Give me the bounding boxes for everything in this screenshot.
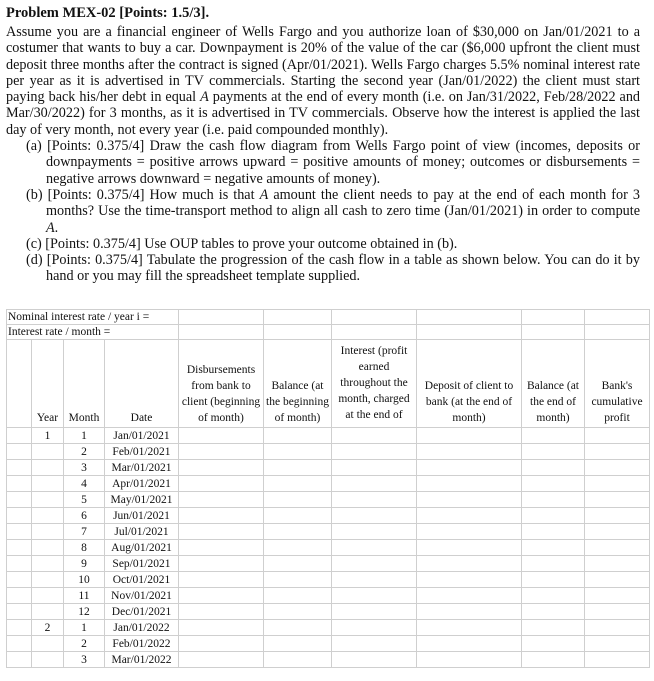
balance-end-cell[interactable] [522,476,585,492]
table-row [7,444,650,460]
year-cell [32,540,64,556]
balance-begin-cell[interactable] [264,572,332,588]
balance-begin-cell[interactable] [264,636,332,652]
disbursement-cell[interactable] [179,460,264,476]
month-cell: 7 [64,524,105,540]
deposit-cell[interactable] [417,540,522,556]
interest-cell[interactable] [332,652,417,668]
year-cell [32,492,64,508]
interest-cell[interactable] [332,556,417,572]
subquestion-b-text: (b) [Points: 0.375/4] How much is that [26,186,260,203]
deposit-cell[interactable] [417,476,522,492]
monthly-rate-cell[interactable] [179,325,264,340]
deposit-cell[interactable] [417,588,522,604]
table-row [7,492,650,508]
disbursement-cell[interactable] [179,428,264,444]
header-disbursements: Disbursements from bank to client (beginning of month) [179,340,264,428]
cumulative-profit-cell[interactable] [585,604,650,620]
month-cell: 2 [64,636,105,652]
cumulative-profit-cell[interactable] [585,556,650,572]
table-row [7,588,650,604]
year-cell [32,556,64,572]
disbursement-cell[interactable] [179,476,264,492]
cumulative-profit-cell[interactable] [585,524,650,540]
month-cell: 8 [64,540,105,556]
subquestion-c: (c) [Points: 0.375/4] Use OUP tables to prove your outcome obtained in (b). [26,235,458,252]
disbursement-cell[interactable] [179,444,264,460]
balance-begin-cell[interactable] [264,428,332,444]
year-cell: 1 [32,428,64,444]
month-cell: 11 [64,588,105,604]
cumulative-profit-cell[interactable] [585,492,650,508]
problem-document [6,4,640,285]
blank-cell [7,476,32,492]
month-cell: 2 [64,444,105,460]
balance-end-cell[interactable] [522,588,585,604]
disbursement-cell[interactable] [179,492,264,508]
month-cell: 4 [64,476,105,492]
disbursement-cell[interactable] [179,588,264,604]
header-date: Date [105,340,179,428]
cumulative-profit-cell[interactable] [585,428,650,444]
balance-end-cell[interactable] [522,492,585,508]
date-cell: Dec/01/2021 [105,604,179,620]
year-cell: 2 [32,620,64,636]
balance-end-cell[interactable] [522,556,585,572]
balance-begin-cell[interactable] [264,476,332,492]
balance-begin-cell[interactable] [264,492,332,508]
date-cell: Aug/01/2021 [105,540,179,556]
disbursement-cell[interactable] [179,540,264,556]
balance-begin-cell[interactable] [264,620,332,636]
monthly-rate-label: Interest rate / month = [7,325,179,340]
interest-cell[interactable] [332,428,417,444]
variable-a: A [200,89,209,106]
disbursement-cell[interactable] [179,636,264,652]
blank-cell [7,572,32,588]
month-cell: 1 [64,620,105,636]
interest-cell[interactable] [332,508,417,524]
header-balance-begin: Balance (at the beginning of month) [264,340,332,428]
table-row [7,556,650,572]
month-cell: 10 [64,572,105,588]
cumulative-profit-cell[interactable] [585,540,650,556]
interest-cell[interactable] [332,604,417,620]
balance-begin-cell[interactable] [264,460,332,476]
date-cell: Feb/01/2021 [105,444,179,460]
date-cell: Mar/01/2022 [105,652,179,668]
table-row [7,636,650,652]
balance-end-cell[interactable] [522,428,585,444]
month-cell: 5 [64,492,105,508]
month-cell: 1 [64,428,105,444]
interest-cell[interactable] [332,620,417,636]
cumulative-profit-cell[interactable] [585,460,650,476]
balance-end-cell[interactable] [522,524,585,540]
year-cell [32,588,64,604]
disbursement-cell[interactable] [179,572,264,588]
header-balance-end: Balance (at the end of month) [522,340,585,428]
cash-flow-table [6,309,650,668]
deposit-cell[interactable] [417,604,522,620]
balance-begin-cell[interactable] [264,540,332,556]
year-cell [32,636,64,652]
balance-begin-cell[interactable] [264,508,332,524]
balance-begin-cell[interactable] [264,556,332,572]
statement-part-1: Assume you are a financial engineer of Wells Fargo and you authorize loan of $30,000 on Jan/01/2021 to a costumer that wants to buy a car. Downpayment is 20% of the value of the car ($6,000 upfront the client must deposit three months after the contract is signed (Apr/01/2021). Wells Fargo charges 5.5% nominal interest rate per year as it is advertised in TV commercials. Starting the second year (Jan/01/2022) the client must start paying back his/her debt in equal [6,24,640,106]
year-cell [32,652,64,668]
cumulative-profit-cell[interactable] [585,636,650,652]
cumulative-profit-cell[interactable] [585,508,650,524]
blank-cell [7,444,32,460]
disbursement-cell[interactable] [179,620,264,636]
deposit-cell[interactable] [417,620,522,636]
deposit-cell[interactable] [417,572,522,588]
deposit-cell[interactable] [417,652,522,668]
blank-cell [7,460,32,476]
date-cell: May/01/2021 [105,492,179,508]
blank-cell [7,428,32,444]
interest-cell[interactable] [332,540,417,556]
balance-end-cell[interactable] [522,636,585,652]
balance-end-cell[interactable] [522,540,585,556]
month-cell: 6 [64,508,105,524]
balance-begin-cell[interactable] [264,524,332,540]
blank-cell [7,492,32,508]
cumulative-profit-cell[interactable] [585,620,650,636]
balance-begin-cell[interactable] [264,444,332,460]
interest-cell[interactable] [332,524,417,540]
deposit-cell[interactable] [417,428,522,444]
date-cell: Jun/01/2021 [105,508,179,524]
month-cell: 12 [64,604,105,620]
table-row [7,620,650,636]
year-cell [32,460,64,476]
statement-part-2: payments at the end of every month (i.e. on Jan/31/2022, Feb/28/2022 and Mar/30/2022) for 3 months, as it is advertised in TV commercials. Observe how the interest is applied the last day of very month, not every year (i.e. paid compounded monthly). [6,89,641,138]
deposit-cell[interactable] [417,492,522,508]
subquestion-a: (a) [Points: 0.375/4] Draw the cash flow diagram from Wells Fargo point of view (incomes, deposits or downpayments = positive arrows upward = positive amounts of money; outcomes or disbursements = negative arrows downward = negative amounts of money). [26,138,640,187]
interest-cell[interactable] [332,476,417,492]
blank-cell [7,652,32,668]
interest-cell[interactable] [332,444,417,460]
balance-begin-cell[interactable] [264,588,332,604]
interest-cell[interactable] [332,572,417,588]
date-cell: Apr/01/2021 [105,476,179,492]
subquestion-b [6,187,640,236]
table-row [7,460,650,476]
table-row [7,476,650,492]
date-cell: Mar/01/2021 [105,460,179,476]
month-cell: 9 [64,556,105,572]
year-cell [32,476,64,492]
variable-a: A [259,186,269,203]
header-deposit: Deposit of client to bank (at the end of month) [417,340,522,428]
header-interest: Interest (profit earned throughout the month, charged at the end of [332,340,417,428]
disbursement-cell[interactable] [179,556,264,572]
nominal-rate-label: Nominal interest rate / year i = [7,310,179,325]
header-row [7,340,650,428]
cumulative-profit-cell[interactable] [585,572,650,588]
balance-end-cell[interactable] [522,508,585,524]
deposit-cell[interactable] [417,508,522,524]
deposit-cell[interactable] [417,556,522,572]
year-cell [32,604,64,620]
nominal-rate-row [7,310,650,325]
month-cell: 3 [64,460,105,476]
header-year: Year [32,340,64,428]
date-cell: Jul/01/2021 [105,524,179,540]
balance-begin-cell[interactable] [264,604,332,620]
balance-end-cell[interactable] [522,620,585,636]
problem-title: Problem MEX-02 [Points: 1.5/3]. [6,5,210,21]
date-cell: Nov/01/2021 [105,588,179,604]
date-cell: Feb/01/2022 [105,636,179,652]
year-cell [32,444,64,460]
balance-end-cell[interactable] [522,444,585,460]
nominal-rate-cell[interactable] [179,310,264,325]
blank-cell [7,540,32,556]
blank-cell [7,604,32,620]
balance-end-cell[interactable] [522,604,585,620]
interest-cell[interactable] [332,588,417,604]
blank-cell [7,588,32,604]
year-cell [32,572,64,588]
balance-end-cell[interactable] [522,460,585,476]
balance-begin-cell[interactable] [264,652,332,668]
year-cell [32,524,64,540]
deposit-cell[interactable] [417,460,522,476]
subquestion-b-text: . [54,219,59,236]
subquestion-list [6,138,640,285]
disbursement-cell[interactable] [179,652,264,668]
interest-cell[interactable] [332,460,417,476]
problem-statement [6,24,640,138]
month-cell: 3 [64,652,105,668]
cumulative-profit-cell[interactable] [585,588,650,604]
deposit-cell[interactable] [417,524,522,540]
blank-cell [7,524,32,540]
deposit-cell[interactable] [417,444,522,460]
disbursement-cell[interactable] [179,508,264,524]
table-row [7,428,650,444]
deposit-cell[interactable] [417,636,522,652]
header-cumulative-profit: Bank's cumulative profit [585,340,650,428]
blank-cell [7,556,32,572]
balance-end-cell[interactable] [522,572,585,588]
table-row [7,524,650,540]
date-cell: Sep/01/2021 [105,556,179,572]
year-cell [32,508,64,524]
variable-a: A [46,219,55,236]
table-row [7,604,650,620]
date-cell: Oct/01/2021 [105,572,179,588]
cumulative-profit-cell[interactable] [585,444,650,460]
interest-cell[interactable] [332,492,417,508]
monthly-rate-row [7,325,650,340]
table-row [7,508,650,524]
blank-cell [7,508,32,524]
disbursement-cell[interactable] [179,524,264,540]
subquestion-d: (d) [Points: 0.375/4] Tabulate the progression of the cash flow in a table as shown below. You can do it by hand or you may fill the spreadsheet template supplied. [26,252,640,285]
interest-cell[interactable] [332,636,417,652]
header-month: Month [64,340,105,428]
blank-cell [7,620,32,636]
table-row [7,572,650,588]
blank-cell [7,636,32,652]
date-cell: Jan/01/2022 [105,620,179,636]
disbursement-cell[interactable] [179,604,264,620]
cumulative-profit-cell[interactable] [585,476,650,492]
cumulative-profit-cell[interactable] [585,652,650,668]
table-row [7,540,650,556]
table-row [7,652,650,668]
balance-end-cell[interactable] [522,652,585,668]
date-cell: Jan/01/2021 [105,428,179,444]
subquestion-b-text: amount the client needs to pay at the end of each month for 3 months? Use the time-transport method to align all cash to zero time (Jan/01/2021) in order to compute [46,186,640,220]
